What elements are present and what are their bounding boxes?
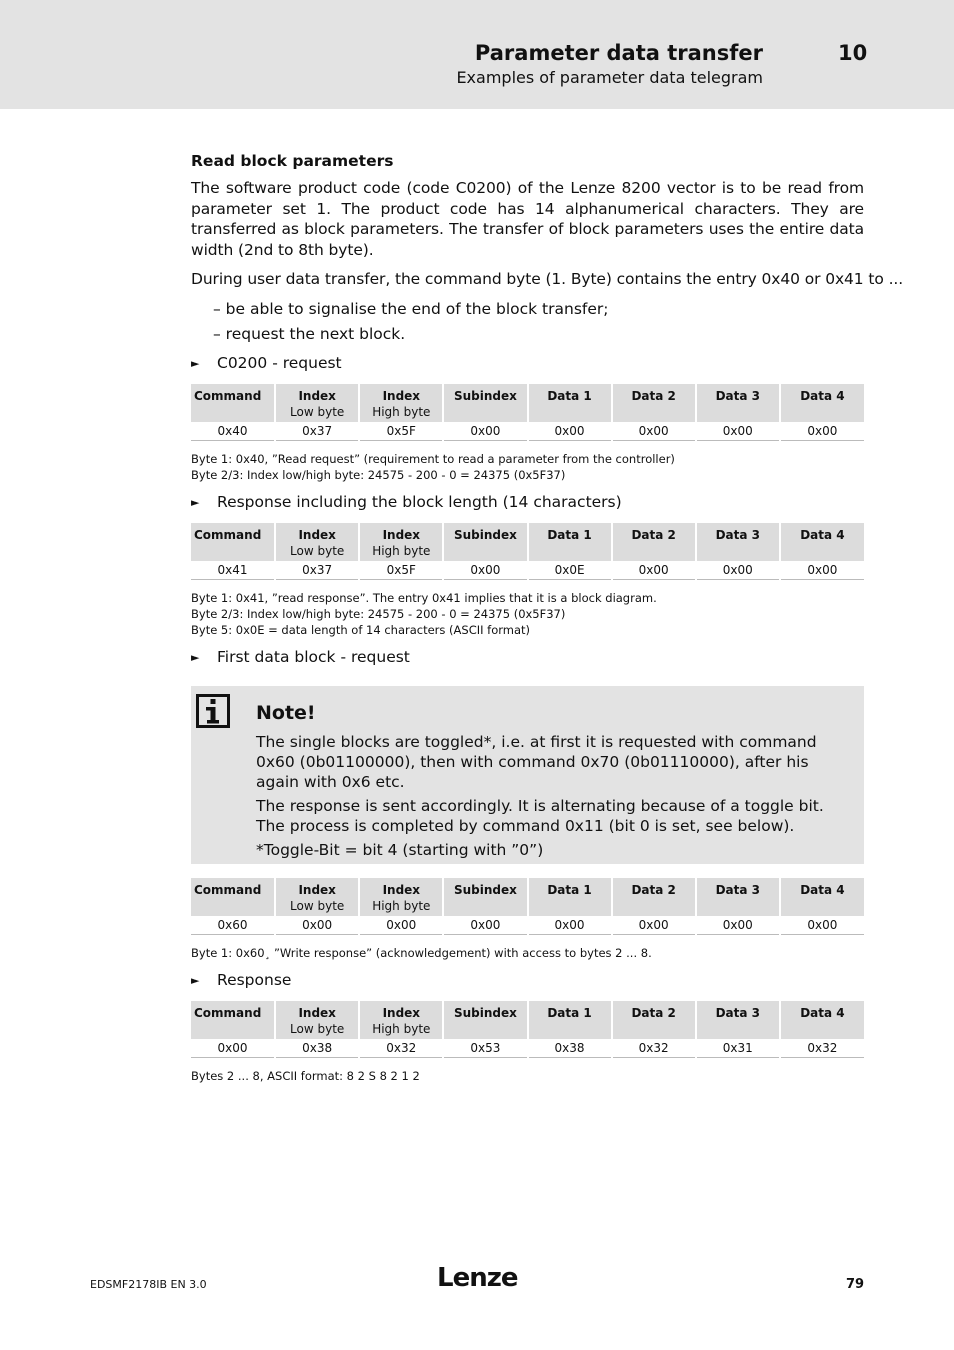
chapter-subtitle: Examples of parameter data telegram [456,68,763,87]
col-index-label: Index [382,527,421,542]
step-label: Response [217,970,292,989]
step-bullet [191,970,864,991]
step-bullet [191,647,864,668]
col-subindex: Subindex [443,384,527,422]
table-cell: 0x00 [696,561,780,580]
step-bullet [191,492,864,513]
note-line: Byte 2/3: Index low/high byte: 24575 - 200 - 0 = 24375 (0x5F37) [191,606,566,621]
col-low-byte-label: Low byte [290,1021,345,1036]
step-label: Response including the block length (14 characters) [217,492,622,511]
table-row [191,422,864,441]
col-data1: Data 1 [528,878,612,916]
col-subindex: Subindex [443,1001,527,1039]
table-header-row [191,384,864,422]
chapter-number: 10 [838,41,868,65]
col-data1: Data 1 [528,523,612,561]
table-row [191,561,864,580]
note-body [256,732,856,864]
table-cell: 0x00 [780,916,864,935]
table-cell: 0x00 [612,422,696,441]
dash-item: – be able to signalise the end of the block transfer; [213,299,609,318]
table-cell: 0x0E [528,561,612,580]
note-line: Byte 1: 0x60¸ ”Write response” (acknowledgement) with access to bytes 2 ... 8. [191,945,652,960]
note-box [191,686,864,864]
info-icon [196,694,230,728]
col-subindex: Subindex [443,878,527,916]
page-number: 79 [846,1277,865,1292]
table-cell: 0x00 [443,422,527,441]
table-cell: 0x00 [696,422,780,441]
col-data1: Data 1 [528,384,612,422]
table-cell: 0x32 [612,1039,696,1058]
col-high-byte-label: High byte [372,898,431,913]
note-paragraph: The single blocks are toggled*, i.e. at first it is requested with command 0x60 (0b01100000), then with command 0x70 (0b01110000), after his again with 0x6 etc. [256,732,817,791]
table-header-row [191,878,864,916]
col-index-label: Index [298,388,336,403]
col-data2: Data 2 [612,384,696,422]
col-index-high [359,878,443,916]
col-command: Command [191,384,275,422]
telegram-table [191,878,864,935]
step-bullet [191,353,864,374]
note-line: Bytes 2 ... 8, ASCII format: 8 2 S 8 2 1 2 [191,1068,420,1083]
col-index-label: Index [298,527,336,542]
col-index-low [275,384,359,422]
table-cell: 0x38 [275,1039,359,1058]
note-line: Byte 1: 0x41, ”read response”. The entry 0x41 implies that it is a block diagram. [191,590,657,605]
note-title: Note! [256,701,316,724]
col-command: Command [191,523,275,561]
col-data3: Data 3 [696,523,780,561]
telegram-table [191,1001,864,1058]
table-row [191,916,864,935]
col-index-low [275,1001,359,1039]
table-cell: 0x38 [528,1039,612,1058]
col-command: Command [191,1001,275,1039]
col-index-high [359,1001,443,1039]
col-data3: Data 3 [696,384,780,422]
table-notes [191,590,864,638]
note-paragraph: *Toggle-Bit = bit 4 (starting with ”0”) [256,840,544,859]
col-data4: Data 4 [780,1001,864,1039]
col-command: Command [191,878,275,916]
col-data3: Data 3 [696,1001,780,1039]
table-cell: 0x00 [780,422,864,441]
col-high-byte-label: High byte [372,404,431,419]
table-cell: 0x41 [191,561,275,580]
table-cell: 0x5F [359,561,443,580]
col-low-byte-label: Low byte [290,404,345,419]
table-cell: 0x37 [275,561,359,580]
col-data2: Data 2 [612,878,696,916]
table-cell: 0x31 [696,1039,780,1058]
lenze-logo: Lenze [437,1263,518,1293]
table-cell: 0x00 [612,916,696,935]
arrow-right-icon: ► [191,650,200,664]
table-cell: 0x37 [275,422,359,441]
col-data4: Data 4 [780,384,864,422]
table-cell: 0x5F [359,422,443,441]
table-cell: 0x00 [780,561,864,580]
table-cell: 0x53 [443,1039,527,1058]
table-row [191,1039,864,1058]
col-index-low [275,878,359,916]
table-cell: 0x60 [191,916,275,935]
table-header-row [191,523,864,561]
col-data2: Data 2 [612,1001,696,1039]
table-cell: 0x00 [528,422,612,441]
table-cell: 0x00 [612,561,696,580]
col-data4: Data 4 [780,878,864,916]
page-header [0,0,954,109]
table-notes [191,1068,864,1084]
note-line: Byte 2/3: Index low/high byte: 24575 - 200 - 0 = 24375 (0x5F37) [191,467,566,482]
table-header-row [191,1001,864,1039]
table-cell: 0x00 [275,916,359,935]
table-cell: 0x00 [191,1039,275,1058]
table-cell: 0x40 [191,422,275,441]
col-data2: Data 2 [612,523,696,561]
table-cell: 0x00 [443,916,527,935]
table-notes [191,945,864,961]
col-index-label: Index [298,1005,336,1020]
telegram-table [191,523,864,580]
col-high-byte-label: High byte [372,543,431,558]
document-id: EDSMF2178IB EN 3.0 [90,1278,207,1291]
section-title: Read block parameters [191,152,394,170]
table-cell: 0x32 [359,1039,443,1058]
dash-item: – request the next block. [213,324,406,343]
col-index-label: Index [382,388,421,403]
col-high-byte-label: High byte [372,1021,431,1036]
note-line: Byte 1: 0x40, ”Read request” (requirement to read a parameter from the controller) [191,451,675,466]
col-low-byte-label: Low byte [290,898,345,913]
arrow-right-icon: ► [191,495,200,509]
col-subindex: Subindex [443,523,527,561]
col-data1: Data 1 [528,1001,612,1039]
telegram-table [191,384,864,441]
col-low-byte-label: Low byte [290,543,345,558]
main-content [191,152,904,1084]
table-cell: 0x00 [443,561,527,580]
arrow-right-icon: ► [191,973,200,987]
note-paragraph: The response is sent accordingly. It is alternating because of a toggle bit. The process is completed by command 0x11 (bit 0 is set, see below). [256,796,824,835]
step-label: C0200 - request [217,353,342,372]
note-line: Byte 5: 0x0E = data length of 14 characters (ASCII format) [191,622,531,637]
col-index-low [275,523,359,561]
col-index-label: Index [298,882,336,897]
step-label: First data block - request [217,647,410,666]
table-cell: 0x00 [696,916,780,935]
col-index-high [359,523,443,561]
table-cell: 0x32 [780,1039,864,1058]
col-index-label: Index [382,1005,421,1020]
col-data3: Data 3 [696,878,780,916]
intro-paragraph: The software product code (code C0200) of the Lenze 8200 vector is to be read from parameter set 1. The product code has 14 alphanumerical characters. They are transferred as block parameters. The transfer of block parameters uses the entire data width (2nd to 8th byte). [191,179,864,259]
table-cell: 0x00 [359,916,443,935]
table-notes [191,451,864,483]
col-index-high [359,384,443,422]
table-cell: 0x00 [528,916,612,935]
col-index-label: Index [382,882,421,897]
arrow-right-icon: ► [191,356,200,370]
col-data4: Data 4 [780,523,864,561]
command-byte-paragraph: During user data transfer, the command byte (1. Byte) contains the entry 0x40 or 0x41 to ... [191,270,904,288]
chapter-title: Parameter data transfer [474,41,763,65]
